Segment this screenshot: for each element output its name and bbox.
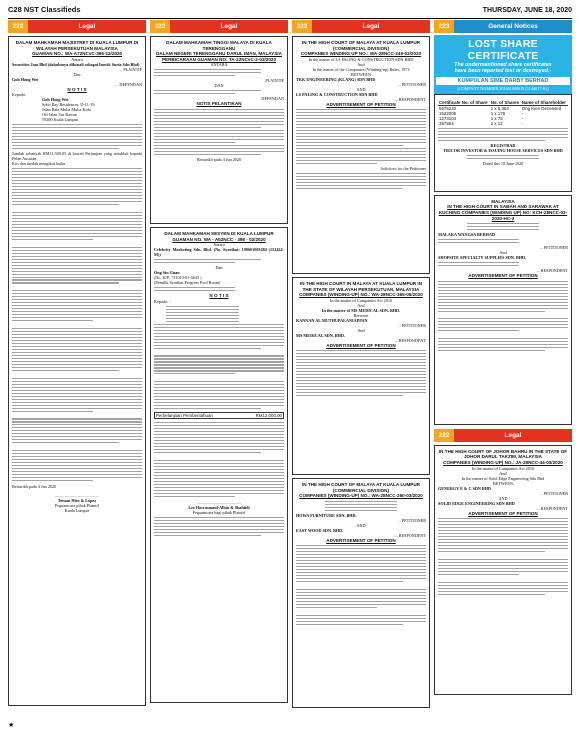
fee-table xyxy=(154,412,284,419)
between-label: Antara xyxy=(213,242,225,248)
matter-line: In the matter of Companies Act 2016 xyxy=(471,465,535,471)
star-marker-icon: ★ xyxy=(8,721,15,729)
signature-line: .......................................... xyxy=(55,493,99,499)
column-legal-2 xyxy=(150,20,288,720)
petitioner-name: MALAKA WANGSA BERHAD xyxy=(438,232,495,238)
claim-item: Jumlah sebanyak RM11,509.03 di bawah Perjanjian yang tertakluk kepada Pelan Ansuran xyxy=(12,151,142,162)
company-name: KUMPULAN SIME DARBY BERHAD xyxy=(436,77,570,85)
petitioner-name: HOWA FURNITURE SDN. BHD. xyxy=(296,512,357,518)
petitioner-name: TKK ENGINEERING (KLANG) SDN BHD xyxy=(296,76,376,82)
and-label: And xyxy=(357,302,365,308)
legal-notice xyxy=(292,478,430,708)
claim-item: Kos dan faedah mengikut kadar xyxy=(12,161,66,167)
section-number: 222 xyxy=(292,20,312,33)
between-label: BETWEEN xyxy=(492,480,513,486)
legal-notice xyxy=(150,227,288,703)
section-title: Legal xyxy=(220,23,238,30)
lost-subtitle: have been reported lost or destroyed:- xyxy=(454,68,552,75)
defendant-role: ... DEFENDAN xyxy=(115,81,142,87)
defendant-role: DEFENDAN xyxy=(261,96,284,102)
case-number: DALAM NEGERI TERENGGANU DARUL IMAN, MALAYSIA PERBICARAAN GUAMAN NO: TA-22NCvC-2-03/2020 xyxy=(156,51,282,62)
between-label: BETWEEN xyxy=(350,71,371,77)
notice-heading: N O T I S xyxy=(67,86,87,92)
advertisement-heading: ADVERTISEMENT OF PETITION xyxy=(468,273,538,279)
case-number: COMPANIES WINDING UP NO.: WA-28NCC-249-02/2020 xyxy=(300,51,422,57)
petitioner-name: KANNAN AL MUTHUPALANIAPPAN xyxy=(296,317,368,323)
page-section-label: C28 NST Classifieds xyxy=(8,5,81,14)
fee-label: Perbelanjaan Pemberitahuan xyxy=(156,413,213,419)
court-title: DALAM MAHKAMAH TINGGI MALAYA DI KUALA TERENGGANU xyxy=(166,40,272,51)
and-label: And xyxy=(499,250,507,256)
plaintiff-role: PLAINTIF xyxy=(265,78,284,84)
plaintiff-role: ... PLAINTIF xyxy=(119,66,142,72)
and-label: AND xyxy=(356,522,366,528)
and-label: AND xyxy=(356,86,366,92)
court-title: DALAM MAHKAMAH MAJISTRET DI KUALA LUMPUR DI WILAYAH PERSEKUTUAN MALAYSIA xyxy=(15,40,139,51)
respondent-name: SOLID EDGE ENGINEERING SDN BHD xyxy=(438,500,515,506)
section-title: Legal xyxy=(362,23,380,30)
section-number: 222 xyxy=(434,429,454,442)
petitioner-role: ... PETITIONER xyxy=(539,490,568,496)
and-label: Dan xyxy=(215,265,223,271)
matter-line: In the matter of Companies Act 2016 xyxy=(329,297,393,303)
section-number: 222 xyxy=(8,20,28,33)
signature-line: .......................................... xyxy=(197,499,241,505)
column-legal-1 xyxy=(8,20,146,720)
defendant-ic: (No. K/P: 711010-01-5645 ) xyxy=(154,275,202,281)
name-cell: - xyxy=(521,120,524,126)
signer-role: Peguamcara bagi pihak Plaintif xyxy=(192,509,246,515)
case-number: COMPANIES (WINDING-UP) NO.: WA-28NCC-365-05/2020 xyxy=(299,292,423,298)
shares-cell: 1 x 5,364 xyxy=(490,105,509,111)
address-line: Off Jalan Sur Rawan xyxy=(42,112,77,118)
petitioner-name: GENERGY E & C SDN BHD xyxy=(438,485,492,491)
column-general-notices xyxy=(434,20,572,720)
section-title: Legal xyxy=(504,431,522,439)
legal-notice xyxy=(150,36,288,224)
page-header xyxy=(8,5,572,19)
lost-title: LOST SHARE CERTIFICATE xyxy=(467,38,539,62)
advertisement-heading: ADVERTISEMENT OF PETITION xyxy=(326,101,396,107)
cert-cell: 357554 xyxy=(439,120,454,126)
certificate-table xyxy=(438,100,568,126)
signer-firm: Tetuan Hiro & Lopez xyxy=(57,498,97,504)
case-number: GUAMAN NO.: WA-A72NCvC-366-12/2020 xyxy=(31,51,123,57)
legal-notice xyxy=(434,195,572,425)
court-title: DALAM MAHKAMAH SESYEN DI KUALA LUMPUR xyxy=(164,231,274,236)
petitioner-role: ... PETITIONER xyxy=(397,322,426,328)
section-number: 223 xyxy=(434,20,454,33)
plaintiff-name: Securities Jam Bhd (dahulunya dikenali sebagai Inovik Suria Sdn Bhd) xyxy=(12,61,140,67)
section-header xyxy=(434,20,572,33)
address-line: 59200 Kuala Lumpur xyxy=(42,117,79,123)
respondent-role: ... RESPONDENT xyxy=(394,532,426,538)
respondent-name: SHOPSITE SPECIALTY SUPPLIES SDN. BHD. xyxy=(438,255,527,261)
page-date: THURSDAY, JUNE 18, 2020 xyxy=(482,7,572,14)
date-line: Bertarikh pada 4 Jun 2020 xyxy=(196,156,242,162)
signer-firm: Lee Hocrasmaul-Albin & Shahiidi xyxy=(188,504,250,510)
lost-subtitle: The undermentioned share certificates xyxy=(454,62,552,68)
section-header xyxy=(150,20,288,33)
notice-heading: NOTIS PELANTIKAN xyxy=(196,101,242,107)
section-title: Legal xyxy=(78,23,96,30)
between-label: Antara xyxy=(71,56,83,62)
column-header: Name of Shareholder xyxy=(521,100,568,106)
and-label: DAN xyxy=(214,83,224,89)
date-line: Bertarikh pada 4 Jun 2020 xyxy=(12,484,57,490)
shares-cell: 1 x 12 xyxy=(490,120,503,126)
column-header: Certificate No. of Share xyxy=(438,100,490,106)
legal-notice xyxy=(292,36,430,274)
between-label: ANTARA xyxy=(210,62,228,68)
petitioner-role: ... PETITIONER xyxy=(397,517,426,523)
cert-cell: 1522005 xyxy=(439,110,457,116)
respondent-role: ... RESPONDENT xyxy=(536,268,568,274)
respondent-role: ... RESPONDENT xyxy=(394,337,426,343)
address-line: Jalan Rata Mulia Mulia Kula xyxy=(42,107,91,113)
cert-cell: 5675232 xyxy=(439,105,457,111)
respondent-role: ... RESPONDENT xyxy=(394,96,426,102)
signer-role: Peguamcara pihak Plaintif xyxy=(54,503,100,509)
shares-cell: 1 x 175 xyxy=(490,110,506,116)
notice-heading: N O T I S xyxy=(209,293,229,299)
defendant-name: Goh Hong Wei xyxy=(12,76,39,82)
court-title: IN THE HIGH COURT IN MALAYA AT KUALA LUMPUR IN THE STATE OF WILAYAH PERSEKUTUAN, MALAYSIA xyxy=(299,281,423,292)
petitioner-role: ... PETITIONER xyxy=(539,245,568,251)
registrar-name: TRICOR INVESTOR & ISSUING HOUSE SERVICES SDN BHD xyxy=(443,147,563,153)
addressee-name: Goh Hong Wei xyxy=(42,97,69,103)
matter-line: In the matter of the Companies (Winding-up) Rules, 1972 xyxy=(312,66,410,72)
case-number: GUAMAN NO. WA - A52NCC - 398 - 02/2020 xyxy=(172,236,266,242)
defendant-name: Ong Sin Guan xyxy=(154,270,180,276)
matter-line: In the matter of Solid Edge Engineering Sdn Bhd xyxy=(461,475,545,481)
matter-line: In the matter of LS PALING & CONSTRUCTION SDN BHD xyxy=(308,56,414,62)
and-label: And xyxy=(499,470,507,476)
advertisement-heading: ADVERTISEMENT OF PETITION xyxy=(326,342,396,348)
defendant-business: (Pemilik Syarikat Progress Pool Room) xyxy=(154,280,221,286)
legal-notice xyxy=(8,36,146,706)
matter-line: In the matter of MS MEDICAL SDN. BHD. xyxy=(321,307,401,313)
table-row xyxy=(438,121,568,126)
section-title: General Notices xyxy=(488,23,538,30)
petitioner-role: ... PETITIONER xyxy=(397,81,426,87)
name-cell: - xyxy=(521,110,524,116)
case-number: COMPANIES (WINDING-UP) NO.: JA-28NCC-44-03/2020 xyxy=(443,460,563,465)
respondent-role: ... RESPONDENT xyxy=(536,505,568,511)
section-header xyxy=(434,429,572,442)
between-label: Between xyxy=(353,312,369,318)
body-text xyxy=(12,124,142,149)
name-cell: Ong Kien Deceased xyxy=(521,105,562,111)
respondent-name: LS PALING & CONSTRUCTION SDN BHD xyxy=(296,91,378,97)
country-heading: MALAYSIA xyxy=(491,198,515,204)
fee-value: RM12,000.00 xyxy=(255,413,282,419)
addressee-label: Kepada: xyxy=(12,92,26,98)
and-label: And xyxy=(357,61,365,67)
lost-share-certificate-notice xyxy=(434,35,572,94)
legal-notice xyxy=(292,277,430,475)
section-header xyxy=(8,20,146,33)
advertisement-heading: ADVERTISEMENT OF PETITION xyxy=(326,537,396,543)
legal-notice xyxy=(434,445,572,695)
court-title: IN THE HIGH COURT OF JOHOR BAHRU IN THE STATE OF JOHOR DARUL TAKZIM, MALAYSIA xyxy=(438,448,568,460)
columns xyxy=(8,20,572,720)
respondent-name: EAST WOOD SDN. BHD. xyxy=(296,527,344,533)
body-text xyxy=(12,168,142,481)
court-title: IN THE HIGH COURT IN SABAH AND SARAWAK AT KUCHING COMPANIES (WINDING UP) NO: KCH-28NCC-03-2020-HC-3 xyxy=(438,204,568,221)
certificate-table-box xyxy=(434,94,572,192)
cert-cell: 1273104 xyxy=(439,115,457,121)
signer-role: Solicitors for the Petitioner xyxy=(380,166,426,172)
addressee-label: Kepada: - xyxy=(154,298,171,304)
shares-cell: 1 x 75 xyxy=(490,115,503,121)
court-title: IN THE HIGH COURT OF MALAYA AT KUALA LUMPUR (COMMERCIAL DIVISION) xyxy=(302,482,420,493)
date-line: Dated this 18 June 2020 xyxy=(482,160,524,166)
advertisement-heading: ADVERTISEMENT OF PETITION xyxy=(468,510,538,516)
and-label: Dan xyxy=(73,71,81,77)
and-label: And xyxy=(357,327,365,333)
name-cell: - xyxy=(521,115,524,121)
column-legal-3 xyxy=(292,20,430,720)
address-line: Sobo Bay Residences, D-11-19, xyxy=(42,102,96,108)
section-header xyxy=(292,20,430,33)
company-reg: (COMPANY NUMBER 201601000018 (1144817-K)) xyxy=(457,85,549,91)
section-number: 222 xyxy=(150,20,170,33)
column-header: No. of Shares xyxy=(490,99,520,105)
court-title: IN THE HIGH COURT OF MALAYA AT KUALA LUMPUR (COMMERCIAL DIVISION) xyxy=(302,40,420,51)
signer-place: Kuala Lumpur xyxy=(64,508,90,514)
and-label: AND xyxy=(498,495,508,501)
plaintiff-name: Celebrity Marketing Sdn. Bhd. (No. Syarikat: 198601003484 (152424-M)) xyxy=(154,247,284,258)
case-number: COMPANIES (WINDING-UP) NO.: WA-28NCC-260-03/2020 xyxy=(299,493,423,499)
registrar-title: REGISTRAR xyxy=(490,142,516,148)
respondent-name: MS MEDICAL SDN. BHD. xyxy=(296,332,345,338)
